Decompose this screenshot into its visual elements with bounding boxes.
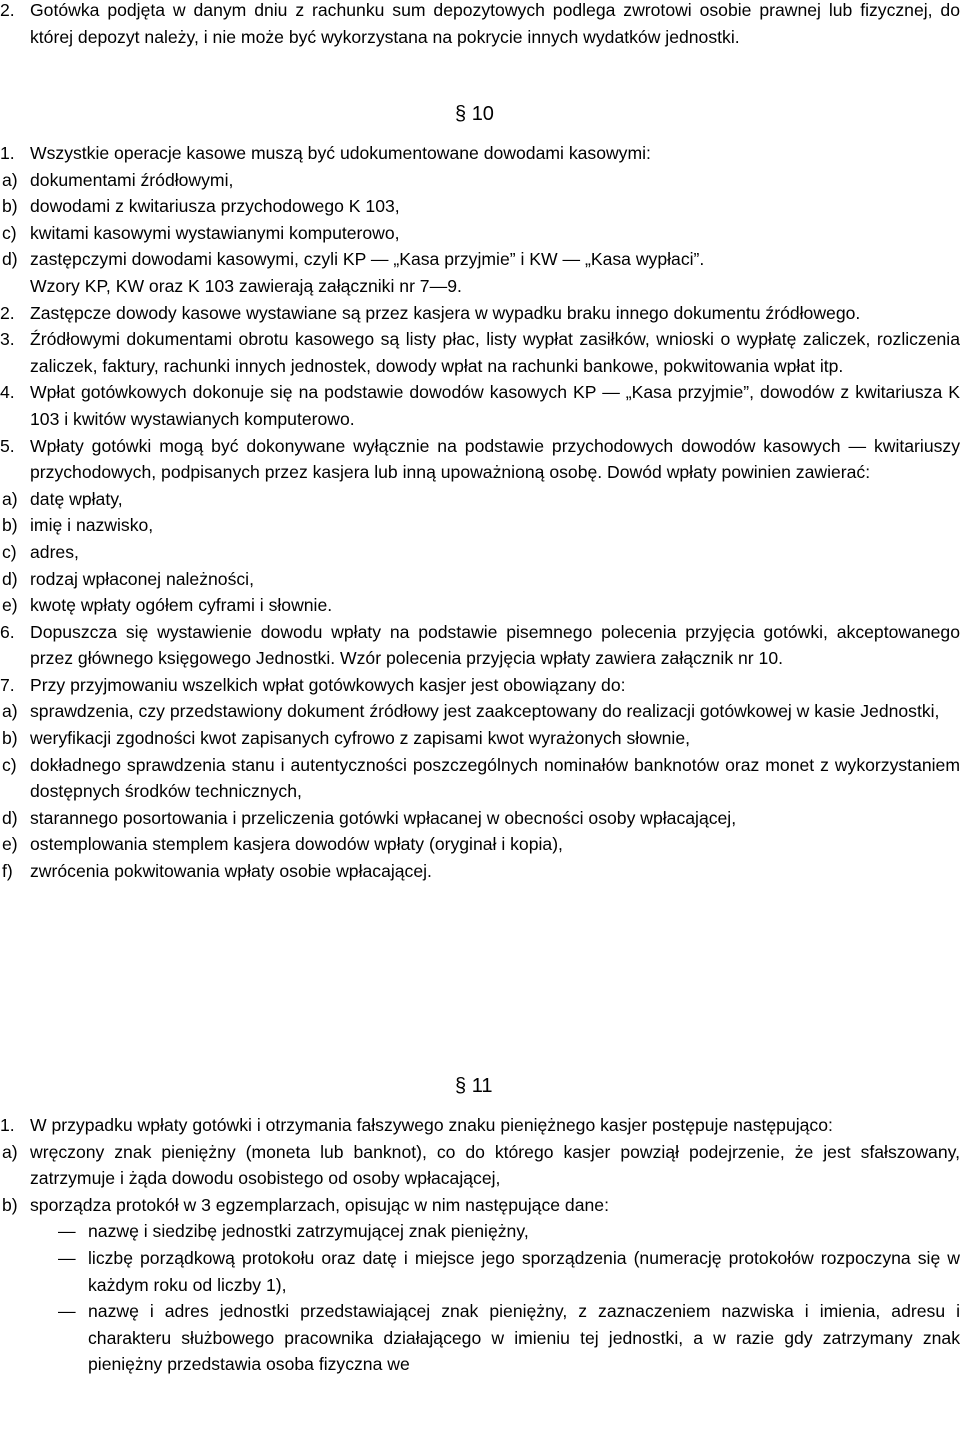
paragraph-number: 4.	[0, 382, 15, 403]
list-marker: b)	[2, 1194, 18, 1215]
list-item	[0, 512, 960, 539]
dash-text: liczbę porządkową protokołu oraz datę i miejsce jego sporządzenia (numerację protokołów rozpoczyna się w każdym roku od liczby 1),	[88, 1247, 960, 1295]
list-marker: e)	[2, 595, 18, 616]
section-mark-icon: §	[455, 103, 467, 125]
dash-marker: —	[58, 1221, 76, 1242]
paragraph-number: 6.	[0, 621, 15, 642]
list-item	[0, 831, 960, 858]
list-text: imię i nazwisko,	[30, 515, 154, 536]
intro-paragraph	[0, 0, 960, 50]
list-item	[0, 1139, 960, 1192]
paragraph-10-4	[0, 379, 960, 432]
list-text: sprawdzenia, czy przedstawiony dokument źródłowy jest zaakceptowany do realizacji gotówkowej w kasie Jednostki,	[30, 701, 940, 722]
paragraph-text: Gotówka podjęta w danym dniu z rachunku sum depozytowych podlega zwrotowi osobie prawnej lub fizycznej, do której depozyt należy, i nie może być wykorzystana na pokrycie innych wydatków jednostki.	[30, 0, 960, 47]
paragraph-10-2	[0, 300, 960, 327]
list-marker: a)	[2, 701, 18, 722]
paragraph-text: Wpłaty gotówki mogą być dokonywane wyłącznie na podstawie przychodowych dowodów kasowych — kwitariuszy przychodowych, podpisanych przez kasjera lub inną upoważnioną osobę. Dowód wpłaty powinien zawierać:	[30, 435, 960, 483]
list-text: wręczony znak pieniężny (moneta lub banknot), co do którego kasjer powziął podejrzenie, że jest sfałszowany, zatrzymuje i żąda dowodu osobistego od osoby wpłacającej,	[30, 1141, 960, 1189]
paragraph-number: 5.	[0, 435, 15, 456]
paragraph-10-6	[0, 619, 960, 672]
list-marker: a)	[2, 169, 18, 190]
list-marker: d)	[2, 249, 18, 270]
paragraph-number: 1.	[0, 143, 15, 163]
dash-item	[0, 1218, 960, 1245]
list-text: weryfikacji zgodności kwot zapisanych cyfrowo z zapisami kwot wyrażonych słownie,	[30, 728, 691, 749]
list-item	[0, 805, 960, 832]
list-text: sporządza protokół w 3 egzemplarzach, opisując w nim następujące dane:	[30, 1194, 609, 1215]
paragraph-text: Wpłat gotówkowych dokonuje się na podstawie dowodów kasowych KP — „Kasa przyjmie”, dowodów z kwitariusza K 103 i kwitów wystawianych komputerowo.	[30, 382, 960, 429]
section-number: 11	[471, 1075, 493, 1097]
paragraph-10-5	[0, 433, 960, 486]
paragraph-text: Źródłowymi dokumentami obrotu kasowego są listy płac, listy wypłat zasiłków, wnioski o wypłatę zaliczek, rozliczenia zaliczek, faktury, rachunki innych jednostek, dowody wpłat na rachunki bankowe, pokwitowania wpłat itp.	[30, 329, 960, 376]
paragraph-10-3	[0, 326, 960, 379]
list-item	[0, 220, 960, 247]
list-marker: c)	[2, 541, 17, 562]
list-text: kwotę wpłaty ogółem cyframi i słownie.	[30, 595, 333, 616]
list-text: dokładnego sprawdzenia stanu i autentyczności poszczególnych nominałów banknotów oraz monet z wykorzystaniem dostępnych środków technicznych,	[30, 754, 960, 802]
section-11-body	[0, 1112, 960, 1378]
section-mark-icon: §	[455, 1075, 467, 1097]
list-marker: c)	[2, 222, 17, 243]
paragraph-number: 1.	[0, 1115, 15, 1135]
list-marker: d)	[2, 568, 18, 589]
list-item	[0, 246, 960, 273]
dash-text: nazwę i adres jednostki przedstawiającej znak pieniężny, z zaznaczeniem nazwiska i imienia, adresu i charakteru służbowego pracownika działającego w imieniu tej jednostki, a w razie gdy zatrzymany znak pieniężny przedstawia osoba fizyczna we	[88, 1301, 960, 1375]
list-marker: b)	[2, 728, 18, 749]
list-text: rodzaj wpłaconej należności,	[30, 568, 254, 589]
list-item	[0, 858, 960, 885]
paragraph-number: 2.	[0, 302, 15, 323]
section-number: 10	[471, 103, 494, 125]
list-marker: e)	[2, 834, 18, 855]
dash-item	[0, 1298, 960, 1378]
list-item	[0, 725, 960, 752]
paragraph-number: 2.	[0, 0, 15, 20]
list-marker: b)	[2, 196, 18, 217]
list-marker: f)	[2, 861, 13, 882]
section-10-body	[0, 140, 960, 885]
list-item	[0, 752, 960, 805]
list-item	[0, 193, 960, 220]
paragraph-number: 7.	[0, 674, 15, 695]
list-item	[0, 539, 960, 566]
list-text: datę wpłaty,	[30, 488, 123, 509]
list-text: starannego posortowania i przeliczenia gotówki wpłacanej w obecności osoby wpłacającej,	[30, 807, 737, 828]
dash-marker: —	[58, 1301, 76, 1322]
list-text: dokumentami źródłowymi,	[30, 169, 234, 190]
list-marker: a)	[2, 488, 18, 509]
paragraph-text: Dopuszcza się wystawienie dowodu wpłaty na podstawie pisemnego polecenia przyjęcia gotówki, akceptowanego przez głównego księgowego Jednostki. Wzór polecenia przyjęcia wpłaty zawiera załącznik nr 10.	[30, 621, 960, 669]
list-text: adres,	[30, 541, 79, 562]
paragraph-11-1	[0, 1112, 960, 1139]
list-text: kwitami kasowymi wystawianymi komputerowo,	[30, 222, 400, 243]
list-item	[0, 1192, 960, 1219]
list-text: zwrócenia pokwitowania wpłaty osobie wpłacającej.	[30, 861, 432, 882]
dash-item	[0, 1245, 960, 1298]
paragraph-10-7	[0, 672, 960, 699]
paragraph-10-1	[0, 140, 960, 167]
list-item	[0, 592, 960, 619]
list-text: ostemplowania stemplem kasjera dowodów wpłaty (oryginał i kopia),	[30, 834, 563, 855]
paragraph-text: Zastępcze dowody kasowe wystawiane są przez kasjera w wypadku braku innego dokumentu źródłowego.	[30, 302, 861, 323]
list-marker: d)	[2, 807, 18, 828]
list-marker: b)	[2, 515, 18, 536]
paragraph-number: 3.	[0, 329, 15, 350]
paragraph-text: W przypadku wpłaty gotówki i otrzymania fałszywego znaku pieniężnego kasjer postępuje następująco:	[30, 1115, 833, 1135]
dash-text: nazwę i siedzibę jednostki zatrzymującej znak pieniężny,	[88, 1221, 529, 1242]
section-10-heading	[455, 100, 515, 128]
list-item	[0, 167, 960, 194]
list-item	[0, 698, 960, 725]
section-11-heading	[455, 1072, 515, 1100]
list-text: dowodami z kwitariusza przychodowego K 103,	[30, 196, 400, 217]
attachment-note: Wzory KP, KW oraz K 103 zawierają załączniki nr 7—9.	[30, 275, 462, 296]
list-item	[0, 486, 960, 513]
dash-marker: —	[58, 1247, 76, 1268]
paragraph-text: Przy przyjmowaniu wszelkich wpłat gotówkowych kasjer jest obowiązany do:	[30, 674, 626, 695]
list-marker: c)	[2, 754, 17, 775]
list-marker: a)	[2, 1141, 18, 1162]
list-item	[0, 566, 960, 593]
list-text: zastępczymi dowodami kasowymi, czyli KP — „Kasa przyjmie” i KW — „Kasa wypłaci”.	[30, 249, 705, 270]
paragraph-text: Wszystkie operacje kasowe muszą być udokumentowane dowodami kasowymi:	[30, 143, 651, 163]
